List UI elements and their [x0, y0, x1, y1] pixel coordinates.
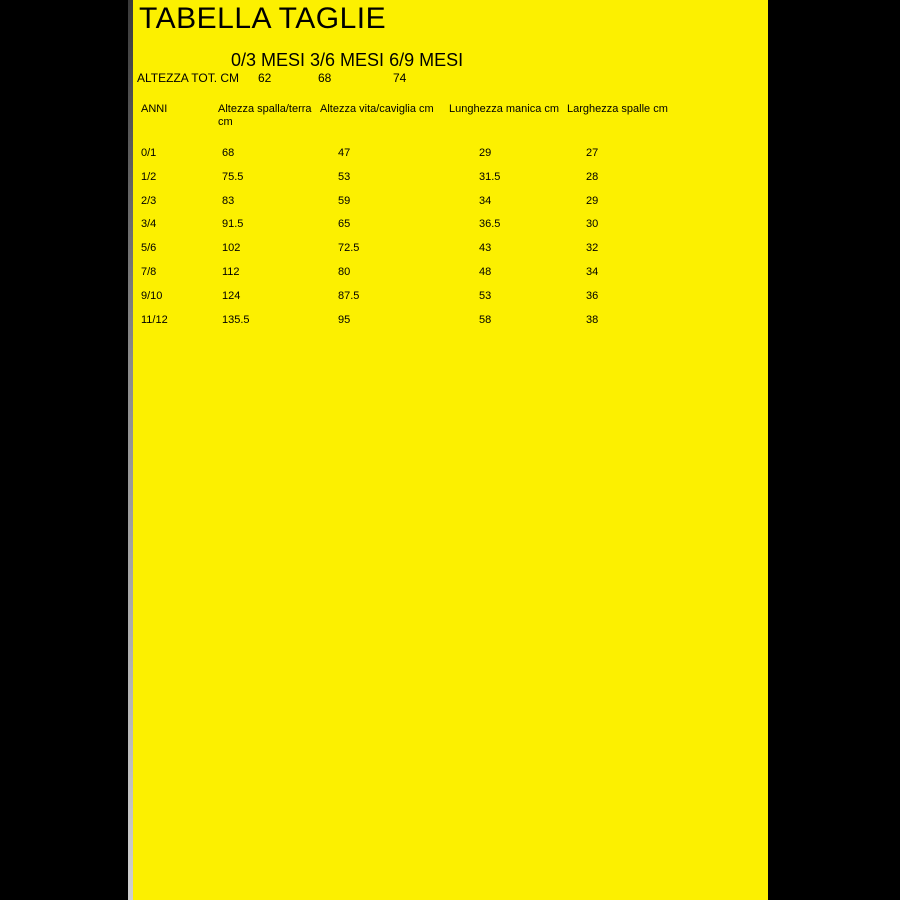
row-vita-caviglia: 65 [338, 218, 351, 231]
row-manica: 36.5 [479, 218, 501, 231]
row-manica: 48 [479, 265, 492, 278]
row-anni: 11/12 [141, 313, 168, 326]
row-manica: 53 [479, 289, 492, 302]
row-spalle: 27 [586, 147, 599, 159]
row-vita-caviglia: 95 [338, 313, 351, 326]
table-row [141, 289, 768, 313]
row-vita-caviglia: 87.5 [338, 289, 360, 302]
row-manica: 29 [479, 147, 492, 159]
row-vita-caviglia: 59 [338, 194, 351, 207]
row-anni: 5/6 [141, 242, 157, 255]
row-spalle: 36 [586, 289, 599, 302]
table-column-headers [141, 103, 768, 129]
page-title: TABELLA TAGLIE [139, 2, 387, 35]
size-chart-panel [133, 0, 768, 900]
column-header-manica: Lunghezza manica cm [449, 103, 560, 115]
row-spalla-terra: 112 [222, 265, 240, 278]
row-spalle: 32 [586, 242, 599, 255]
row-manica: 34 [479, 194, 492, 207]
row-spalla-terra: 91.5 [222, 218, 244, 231]
row-spalla-terra: 124 [222, 289, 241, 302]
row-manica: 58 [479, 313, 492, 326]
total-height-value-0-3: 62 [258, 71, 272, 85]
total-height-value-3-6: 68 [318, 71, 332, 85]
table-row [141, 265, 768, 289]
row-anni: 3/4 [141, 218, 157, 231]
row-spalle: 30 [586, 218, 599, 231]
table-row [141, 146, 768, 170]
table-row [141, 217, 768, 241]
table-row [141, 313, 768, 337]
row-anni: 9/10 [141, 289, 163, 302]
row-spalla-terra: 135.5 [222, 313, 250, 326]
column-header-spalla-terra: Altezza spalla/terra cm [218, 103, 315, 128]
total-height-label: ALTEZZA TOT. CM [137, 71, 240, 85]
table-row [141, 241, 768, 265]
row-vita-caviglia: 53 [338, 170, 351, 183]
row-vita-caviglia: 80 [338, 265, 351, 278]
months-header: 0/3 MESI 3/6 MESI 6/9 MESI [231, 50, 464, 70]
row-anni: 7/8 [141, 265, 157, 278]
row-spalle: 28 [586, 170, 599, 183]
row-spalla-terra: 68 [222, 147, 235, 159]
row-manica: 31.5 [479, 170, 501, 183]
column-header-vita-caviglia: Altezza vita/caviglia cm [320, 103, 434, 115]
row-anni: 1/2 [141, 170, 157, 183]
row-spalle: 38 [586, 313, 599, 326]
row-spalle: 29 [586, 194, 599, 207]
row-vita-caviglia: 72.5 [338, 242, 360, 255]
total-height-row [133, 71, 768, 85]
column-header-spalle: Larghezza spalle cm [567, 103, 668, 115]
row-spalle: 34 [586, 265, 599, 278]
table-row [141, 194, 768, 218]
row-vita-caviglia: 47 [338, 147, 351, 159]
row-spalla-terra: 102 [222, 242, 241, 255]
table-row [141, 170, 768, 194]
row-spalla-terra: 75.5 [222, 170, 244, 183]
size-table-body [141, 146, 768, 336]
row-anni: 2/3 [141, 194, 157, 207]
row-manica: 43 [479, 242, 492, 255]
row-spalla-terra: 83 [222, 194, 235, 207]
column-header-anni: ANNI [141, 103, 168, 115]
total-height-value-6-9: 74 [393, 71, 407, 85]
row-anni: 0/1 [141, 147, 157, 159]
